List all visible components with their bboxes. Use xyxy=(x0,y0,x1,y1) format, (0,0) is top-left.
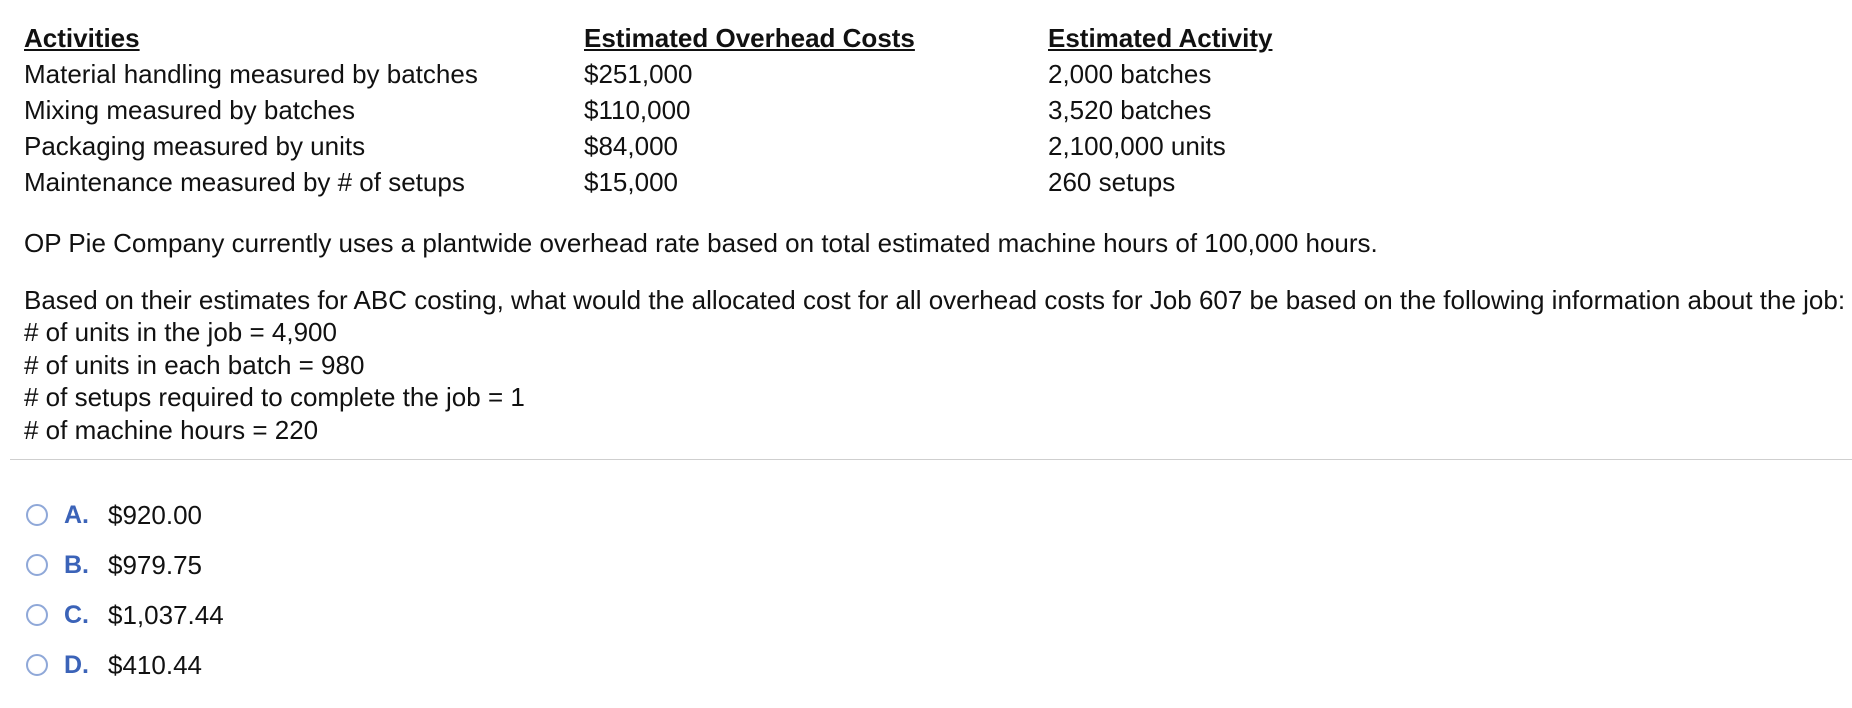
option-letter: A. xyxy=(64,500,89,529)
list-item: # of units in each batch = 980 xyxy=(24,349,365,380)
table-header-row xyxy=(24,20,1468,56)
option-letter: B. xyxy=(64,550,89,579)
option-b[interactable] xyxy=(26,540,224,590)
option-letter: C. xyxy=(64,600,89,629)
activity-cell: Mixing measured by batches xyxy=(24,95,355,125)
option-text: $410.44 xyxy=(108,649,202,680)
question-prompt: Based on their estimates for ABC costing, what would the allocated cost for all overhead costs for Job 607 be based on the following information about the job: xyxy=(24,285,1846,315)
list-item: # of machine hours = 220 xyxy=(24,414,319,445)
activity-cell: Material handling measured by batches xyxy=(24,59,478,89)
activity-table xyxy=(24,20,1468,200)
activity-cell: Maintenance measured by # of setups xyxy=(24,167,465,197)
radio-unchecked-icon[interactable] xyxy=(26,654,48,676)
header-activities: Activities xyxy=(24,23,140,53)
activity-estimate-cell: 2,100,000 units xyxy=(1048,131,1226,161)
radio-unchecked-icon[interactable] xyxy=(26,554,48,576)
option-text: $979.75 xyxy=(108,549,202,580)
table-row xyxy=(24,92,1468,128)
option-a[interactable] xyxy=(26,490,224,540)
table-row xyxy=(24,164,1468,200)
activity-estimate-cell: 2,000 batches xyxy=(1048,59,1212,89)
divider xyxy=(10,459,1852,460)
option-text: $920.00 xyxy=(108,499,202,530)
activity-cell: Packaging measured by units xyxy=(24,131,366,161)
list-item: # of setups required to complete the job = 1 xyxy=(24,382,525,412)
activity-estimate-cell: 260 setups xyxy=(1048,167,1176,197)
list-item: # of units in the job = 4,900 xyxy=(24,317,337,347)
table-row xyxy=(24,128,1468,164)
job-info-list xyxy=(24,316,525,446)
overhead-cost-cell: $84,000 xyxy=(584,131,678,161)
option-letter: D. xyxy=(64,650,89,679)
activity-estimate-cell: 3,520 batches xyxy=(1048,95,1212,125)
option-d[interactable] xyxy=(26,640,224,690)
option-c[interactable] xyxy=(26,590,224,640)
overhead-cost-cell: $15,000 xyxy=(584,167,678,197)
header-estimated-activity: Estimated Activity xyxy=(1048,23,1273,53)
overhead-cost-cell: $110,000 xyxy=(584,95,691,125)
radio-unchecked-icon[interactable] xyxy=(26,504,48,526)
table-row xyxy=(24,56,1468,92)
overhead-cost-cell: $251,000 xyxy=(584,59,693,89)
answer-options xyxy=(26,490,224,690)
plantwide-rate-statement: OP Pie Company currently uses a plantwide overhead rate based on total estimated machine hours of 100,000 hours. xyxy=(24,228,1378,258)
header-estimated-overhead-costs: Estimated Overhead Costs xyxy=(584,23,915,53)
option-text: $1,037.44 xyxy=(108,599,224,630)
radio-unchecked-icon[interactable] xyxy=(26,604,48,626)
